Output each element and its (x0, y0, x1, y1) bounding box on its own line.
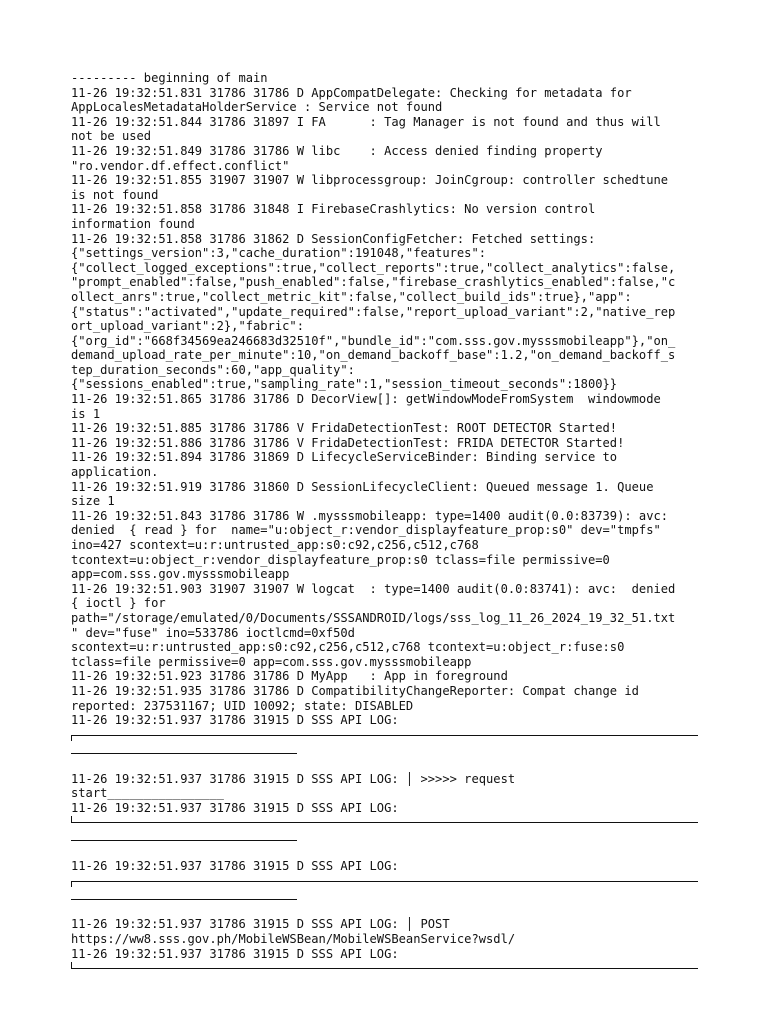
log-line: 11-26 19:32:51.885 31786 31786 V FridaDetectionTest: ROOT DETECTOR Started! (71, 421, 618, 436)
log-line: application. (71, 465, 159, 480)
log-line: denied { read } for name="u:object_r:vendor_displayfeature_prop:s0" dev="tmpfs" (71, 523, 661, 538)
log-line: 11-26 19:32:51.849 31786 31786 W libc : Access denied finding property (71, 143, 603, 158)
log-line: not be used (71, 129, 152, 144)
log-line-request-start-tail: start________________ (71, 786, 224, 801)
log-line: 11-26 19:32:51.886 31786 31786 V FridaDetectionTest: FRIDA DETECTOR Started! (71, 435, 625, 450)
log-line: 11-26 19:32:51.831 31786 31786 D AppCompatDelegate: Checking for metadata for (71, 85, 632, 100)
log-line: ort_upload_variant":2},"fabric": (71, 319, 304, 334)
blank-line (71, 757, 698, 772)
log-line: {"sessions_enabled":true,"sampling_rate":1,"session_timeout_seconds":1800}} (71, 377, 618, 392)
log-line: 11-26 19:32:51.903 31907 31907 W logcat : type=1400 audit(0.0:83741): avc: denied (71, 581, 676, 596)
log-line: AppLocalesMetadataHolderService : Service not found (71, 100, 443, 115)
log-line: {"settings_version":3,"cache_duration":191048,"features": (71, 246, 487, 261)
box-border-continuation (71, 840, 297, 841)
log-line: 11-26 19:32:51.858 31786 31862 D SessionConfigFetcher: Fetched settings: (71, 231, 596, 246)
log-line: ollect_anrs":true,"collect_metric_kit":false,"collect_build_ids":true},"app": (71, 289, 632, 304)
api-log-box-bottom-border-2 (71, 961, 698, 976)
log-line: " dev="fuse" ino=533786 ioctlcmd=0xf50d (71, 625, 355, 640)
log-line: app=com.sss.gov.mysssmobileapp (71, 567, 290, 582)
log-line: 11-26 19:32:51.894 31786 31869 D LifecycleServiceBinder: Binding service to (71, 450, 618, 465)
box-border-continuation (71, 753, 297, 754)
box-border-continuation (71, 899, 297, 900)
log-line: {"org_id":"668f34569ea246683d32510f","bundle_id":"com.sss.gov.mysssmobileapp"},"on_ (71, 333, 676, 348)
api-log-box-bottom-border (71, 815, 698, 844)
box-bottom-border-line (71, 822, 698, 823)
box-corner-top-left (71, 881, 72, 887)
log-line-request-start: 11-26 19:32:51.937 31786 31915 D SSS API LOG: │ >>>>> request (71, 771, 516, 786)
log-line: 11-26 19:32:51.935 31786 31786 D CompatibilityChangeReporter: Compat change id (71, 683, 639, 698)
log-line: 11-26 19:32:51.855 31907 31907 W libprocessgroup: JoinCgroup: controller schedtune (71, 173, 669, 188)
box-top-border-line (71, 735, 698, 736)
log-line-api-close-1: 11-26 19:32:51.937 31786 31915 D SSS API LOG: (71, 800, 406, 815)
log-line: size 1 (71, 494, 115, 509)
log-line: scontext=u:r:untrusted_app:s0:c92,c256,c512,c768 tcontext=u:object_r:fuse:s0 (71, 640, 625, 655)
log-line: 11-26 19:32:51.937 31786 31915 D SSS API LOG: (71, 713, 406, 728)
box-corner-top-left (71, 735, 72, 741)
log-line: 11-26 19:32:51.919 31786 31860 D SessionLifecycleClient: Queued message 1. Queue (71, 479, 654, 494)
log-line: tep_duration_seconds":60,"app_quality": (71, 362, 355, 377)
log-line: { ioctl } for (71, 596, 166, 611)
box-bottom-border-line (71, 968, 698, 969)
box-corner-bottom-left (71, 962, 72, 968)
log-line: path="/storage/emulated/0/Documents/SSSANDROID/logs/sss_log_11_26_2024_19_32_51.txt (71, 610, 676, 625)
box-top-border-line (71, 881, 698, 882)
log-line-post: 11-26 19:32:51.937 31786 31915 D SSS API LOG: │ POST (71, 917, 450, 932)
log-line: is not found (71, 187, 159, 202)
log-line: ino=427 scontext=u:r:untrusted_app:s0:c92,c256,c512,c768 (71, 538, 479, 552)
log-line: "prompt_enabled":false,"push_enabled":false,"firebase_crashlytics_enabled":false,"c (71, 275, 676, 290)
log-line: --------- beginning of main (71, 71, 268, 85)
blank-line (71, 844, 698, 859)
log-line: information found (71, 216, 195, 231)
log-line: 11-26 19:32:51.923 31786 31786 D MyApp : App in foreground (71, 669, 508, 684)
log-line: {"status":"activated","update_required":false,"report_upload_variant":2,"native_rep (71, 304, 676, 319)
log-line: 11-26 19:32:51.865 31786 31786 D DecorView[]: getWindowModeFromSystem windowmode (71, 392, 661, 407)
api-log-box-top-border-2 (71, 874, 698, 903)
log-line: tclass=file permissive=0 app=com.sss.gov.mysssmobileapp (71, 654, 472, 669)
log-line: tcontext=u:object_r:vendor_displayfeature_prop:s0 tclass=file permissive=0 (71, 552, 610, 567)
log-line-url: https://ww8.sss.gov.ph/MobileWSBean/MobileWSBeanService?wsdl/ (71, 932, 516, 947)
log-line: demand_upload_rate_per_minute":10,"on_demand_backoff_base":1.2,"on_demand_backoff_s (71, 348, 676, 363)
api-log-box-top-border (71, 728, 698, 757)
blank-line (71, 903, 698, 918)
log-lines (71, 71, 698, 728)
log-line: is 1 (71, 406, 101, 421)
log-line: "ro.vendor.df.effect.conflict" (71, 158, 290, 173)
log-line: 11-26 19:32:51.844 31786 31897 I FA : Tag Manager is not found and thus will (71, 114, 661, 129)
log-line-api-close-2: 11-26 19:32:51.937 31786 31915 D SSS API LOG: (71, 946, 406, 961)
box-corner-bottom-left (71, 816, 72, 822)
log-line-api-open-2: 11-26 19:32:51.937 31786 31915 D SSS API LOG: (71, 859, 406, 874)
log-line: reported: 237531167; UID 10092; state: DISABLED (71, 698, 414, 713)
log-line: 11-26 19:32:51.843 31786 31786 W .mysssmobileapp: type=1400 audit(0.0:83739): avc: (71, 508, 669, 523)
log-line: 11-26 19:32:51.858 31786 31848 I FirebaseCrashlytics: No version control (71, 202, 596, 217)
logcat-output (71, 71, 698, 976)
log-line: {"collect_logged_exceptions":true,"collect_reports":true,"collect_analytics":false, (71, 260, 676, 275)
